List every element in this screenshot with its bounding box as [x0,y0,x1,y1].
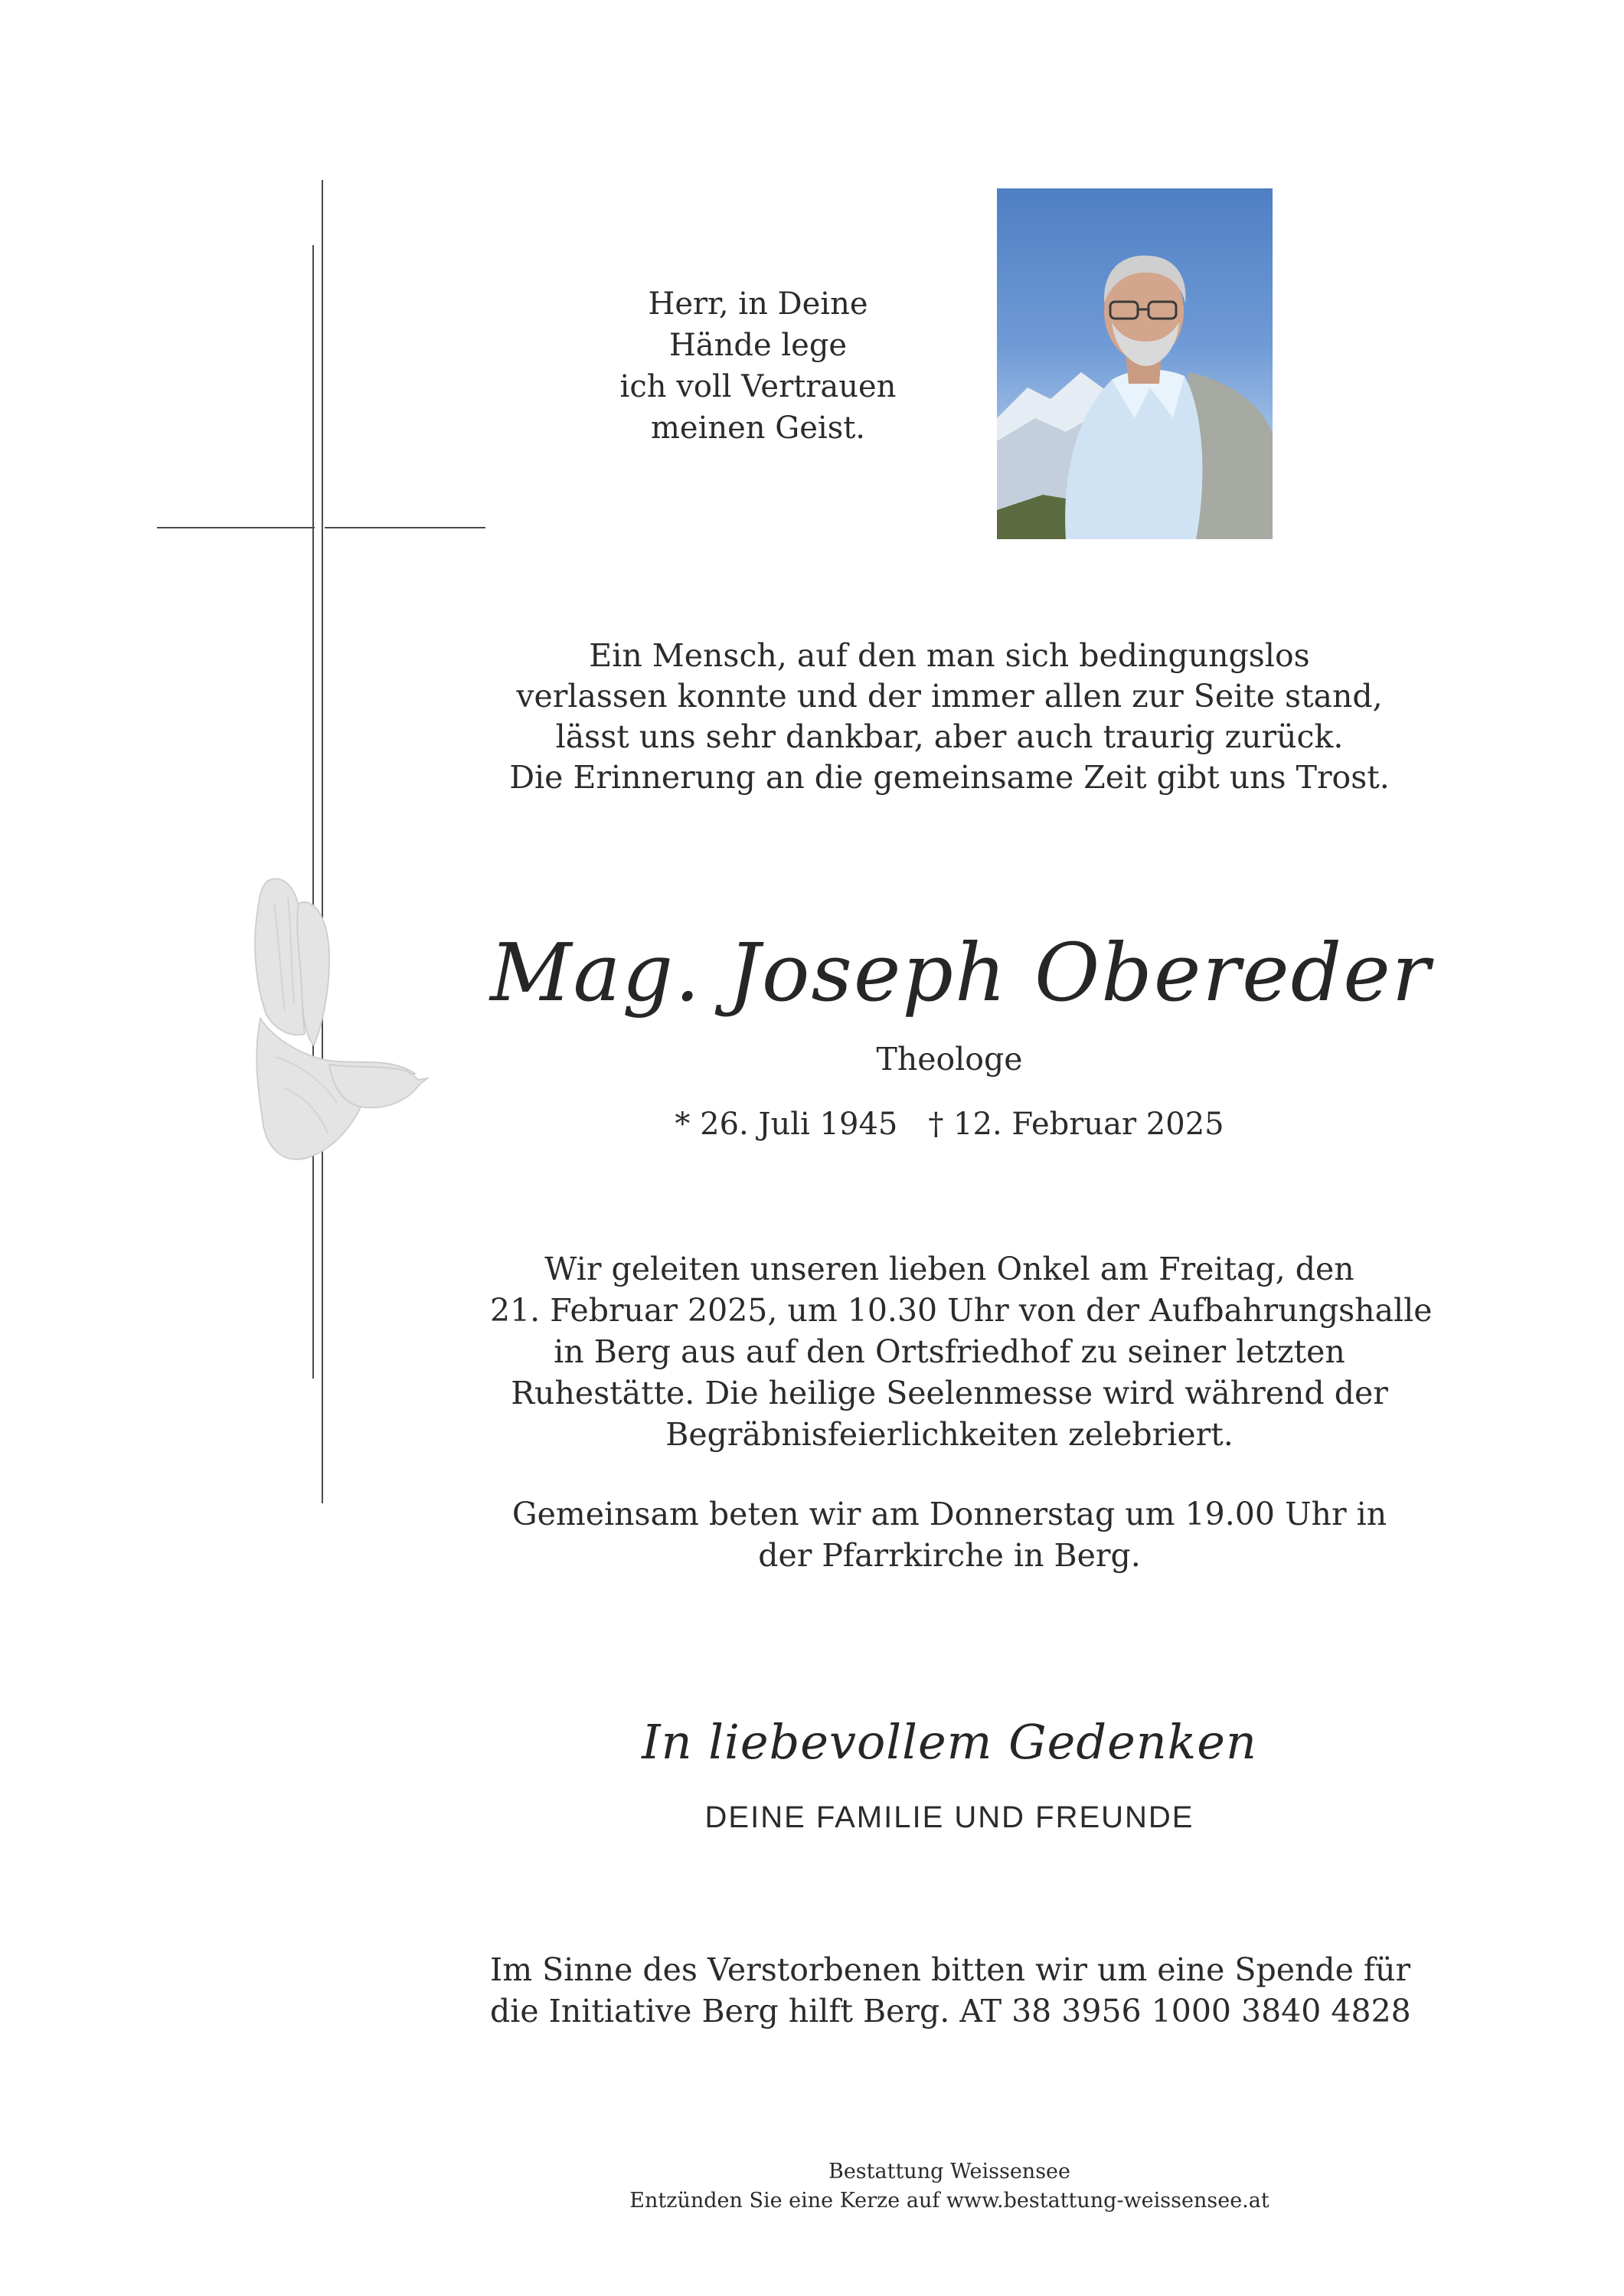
life-dates [490,1103,1409,1146]
cross-horizontal-left [157,527,315,528]
funeral-line: Begräbnisfeierlichkeiten zelebriert. [665,1416,1234,1453]
donation-line: die Initiative Berg hilft Berg. AT 38 3956 1000 3840 4828 [490,1993,1411,2029]
funeral-line: Wir geleiten unseren lieben Onkel am Freitag, den [544,1251,1354,1287]
deceased-profession: Theologe [876,1041,1023,1078]
cross-vertical-inner [312,245,314,1379]
tribute-line: lässt uns sehr dankbar, aber auch traurig zurück. [555,718,1344,755]
verse-line: Herr, in Deine [648,286,868,322]
memory-heading: In liebevollem Gedenken [642,1714,1257,1770]
undertaker-name: Bestattung Weissensee [828,2160,1071,2183]
tribute-text [490,636,1409,798]
tribute-line: verlassen konnte und der immer allen zur Seite stand, [516,678,1383,715]
bible-verse [582,283,934,449]
death-date: † 12. Februar 2025 [928,1107,1224,1142]
praying-hands-dove-icon [214,873,444,1179]
tribute-line: Die Erinnerung an die gemeinsame Zeit gibt uns Trost. [509,759,1390,796]
verse-line: Hände lege [668,328,848,363]
birth-date: * 26. Juli 1945 [675,1107,898,1142]
funeral-line: Ruhestätte. Die heilige Seelenmesse wird während der [511,1375,1388,1411]
funeral-line: in Berg aus auf den Ortsfriedhof zu seiner letzten [554,1333,1345,1370]
portrait-photo [997,188,1273,539]
funeral-info [490,1248,1433,1455]
cross-horizontal-right [325,527,485,528]
verse-line: meinen Geist. [650,410,866,446]
family-signature: DEINE FAMILIE UND FREUNDE [704,1800,1194,1834]
prayer-line: Gemeinsam beten wir am Donnerstag um 19.00 Uhr in [511,1496,1387,1532]
donation-line: Im Sinne des Verstorbenen bitten wir um eine Spende für [490,1951,1411,1988]
cross-vertical-outer [322,180,323,1503]
candle-link-text: Entzünden Sie eine Kerze auf www.bestattung-weissensee.at [629,2189,1269,2213]
donation-request [490,1949,1409,2032]
deceased-name: Mag. Joseph Obereder [490,926,1432,1019]
prayer-info [490,1493,1409,1576]
verse-line: ich voll Vertrauen [619,369,897,404]
tribute-line: Ein Mensch, auf den man sich bedingungslos [589,637,1310,674]
funeral-line: 21. Februar 2025, um 10.30 Uhr von der Aufbahrungshalle [490,1292,1433,1329]
prayer-line: der Pfarrkirche in Berg. [758,1537,1141,1574]
